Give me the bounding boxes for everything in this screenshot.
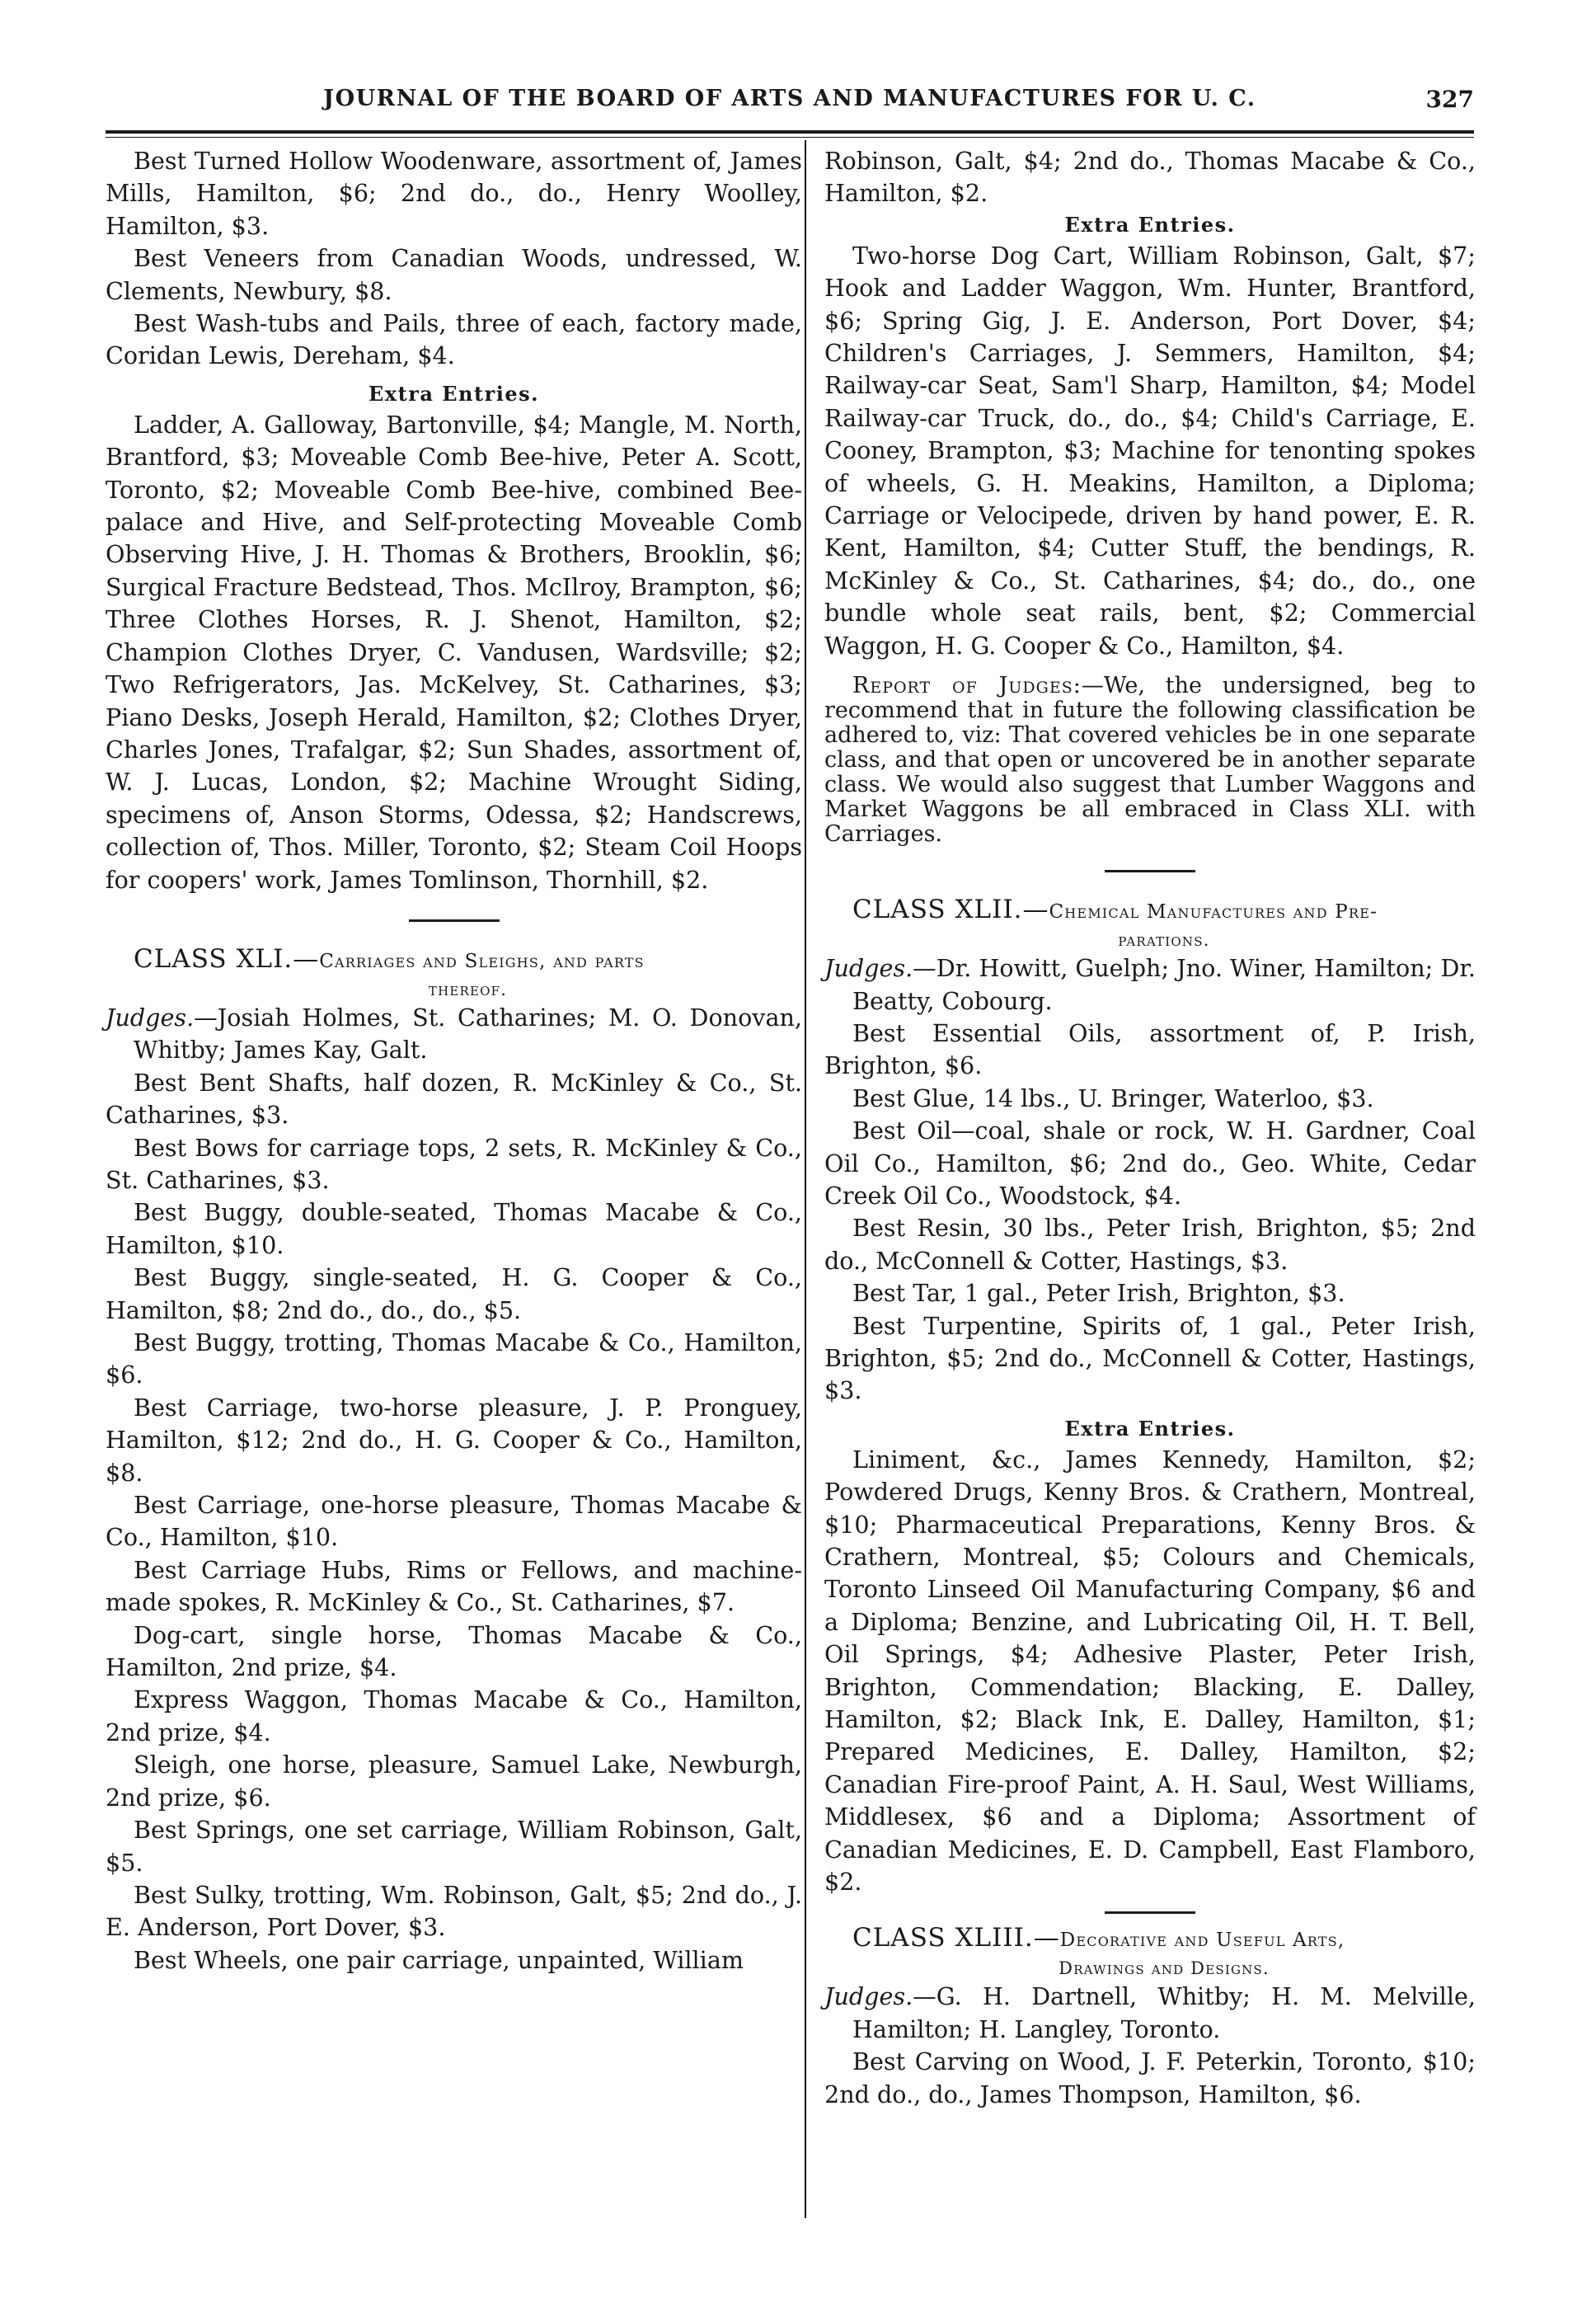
section-heading: Extra Entries.	[1064, 212, 1236, 237]
section-separator	[409, 919, 500, 922]
column-divider	[805, 140, 806, 2218]
section-heading: Extra Entries.	[368, 381, 539, 406]
award-entry: Best Resin, 30 lbs., Peter Irish, Brighton, $5; 2nd do., McConnell & Cotter, Hastings, $3.	[824, 1214, 1476, 1275]
paragraph: Ladder, A. Galloway, Bartonville, $4; Mangle, M. North, Brantford, $3; Moveable Comb Bee-hive, Peter A. Scott, Toronto, $2; Moveable Comb Bee-hive, combined Bee-palace and Hive, and Self-protecting Moveable Comb Observing Hive, J. H. Thomas & Brothers, Brooklin, $6; Surgical Fracture Bedstead, Thos. McIlroy, Brampton, $6; Three Clothes Horses, R. J. Shenot, Hamilton, $2; Champion Clothes Dryer, C. Vandusen, Wardsville; $2; Two Refrigerators, Jas. McKelvey, St. Catharines, $3; Piano Desks, Joseph Herald, Hamilton, $2; Clothes Dryer, Charles Jones, Trafalgar, $2; Sun Shades, assortment of, W. J. Lucas, London, $2; Machine Wrought Siding, specimens of, Anson Storms, Odessa, $2; Handscrews, collection of, Thos. Miller, Toronto, $2; Steam Coil Hoops for coopers' work, James Tomlinson, Thornhill, $2.	[106, 410, 802, 894]
award-entry: Best Wheels, one pair carriage, unpainted, William	[134, 1945, 744, 1974]
award-entry: Best Carriage Hubs, Rims or Fellows, and machine-made spokes, R. McKinley & Co., St. Catharines, $7.	[106, 1555, 802, 1617]
award-entry: Best Bows for carriage tops, 2 sets, R. McKinley & Co., St. Catharines, $3.	[106, 1133, 802, 1194]
award-entry: Best Carriage, two-horse pleasure, J. P. Pronguey, Hamilton, $12; 2nd do., H. G. Cooper & Co., Hamilton, $8.	[106, 1393, 802, 1487]
report-label: Report of Judges:	[852, 673, 1082, 699]
class-number: CLASS XLI.—	[134, 943, 320, 974]
award-entry: Best Bent Shafts, half dozen, R. McKinley & Co., St. Catharines, $3.	[106, 1068, 802, 1130]
award-entry: Best Springs, one set carriage, William Robinson, Galt, $5.	[106, 1816, 802, 1877]
award-entry: Best Turpentine, Spirits of, 1 gal., Peter Irish, Brighton, $5; 2nd do., McConnell & Cotter, Hastings, $3.	[824, 1311, 1476, 1405]
judges-line	[824, 952, 1476, 1018]
judges-names: —G. H. Dartnell, Whitby; H. M. Melville, Hamilton; H. Langley, Toronto.	[852, 1982, 1476, 2043]
class-title: Carriages and Sleighs, and parts	[319, 950, 645, 972]
award-entry: Best Glue, 14 lbs., U. Bringer, Waterloo, $3.	[852, 1083, 1374, 1112]
running-head: JOURNAL OF THE BOARD OF ARTS AND MANUFACTURES FOR U. C.	[323, 86, 1256, 111]
award-entry: Best Oil—coal, shale or rock, W. H. Gardner, Coal Oil Co., Hamilton, $6; 2nd do., Geo. White, Cedar Creek Oil Co., Woodstock, $4.	[824, 1116, 1476, 1210]
award-entry: Best Sulky, trotting, Wm. Robinson, Galt, $5; 2nd do., J. E. Anderson, Port Dover, $3.	[106, 1880, 802, 1942]
class-heading	[106, 943, 802, 1002]
award-entry: Sleigh, one horse, pleasure, Samuel Lake, Newburgh, 2nd prize, $6.	[106, 1751, 802, 1812]
paragraph: Best Veneers from Canadian Woods, undressed, W. Clements, Newbury, $8.	[106, 244, 802, 305]
award-entry: Best Carving on Wood, J. F. Peterkin, Toronto, $10; 2nd do., do., James Thompson, Hamilton, $6.	[824, 2047, 1476, 2108]
paragraph: Robinson, Galt, $4; 2nd do., Thomas Macabe & Co., Hamilton, $2.	[824, 147, 1476, 208]
page-header	[106, 86, 1474, 122]
judges-names: —Josiah Holmes, St. Catharines; M. O. Donovan, Whitby; James Kay, Galt.	[134, 1003, 802, 1065]
class-title-continued: parations.	[1118, 930, 1210, 951]
right-column	[824, 145, 1476, 2111]
class-title-continued: Drawings and Designs.	[1059, 1958, 1270, 1979]
award-entry: Best Buggy, double-seated, Thomas Macabe & Co., Hamilton, $10.	[106, 1198, 802, 1259]
class-title: Chemical Manufactures and Pre-	[1049, 901, 1378, 924]
judges-report	[824, 674, 1476, 847]
class-heading	[824, 894, 1476, 952]
paragraph: Best Wash-tubs and Pails, three of each, factory made, Coridan Lewis, Dereham, $4.	[106, 309, 802, 370]
award-entry: Dog-cart, single horse, Thomas Macabe & Co., Hamilton, 2nd prize, $4.	[106, 1620, 802, 1682]
judges-line	[106, 1002, 802, 1067]
section-heading: Extra Entries.	[1064, 1416, 1236, 1441]
section-separator	[1105, 1911, 1195, 1914]
class-heading	[824, 1922, 1476, 1981]
award-entry: Express Waggon, Thomas Macabe & Co., Hamilton, 2nd prize, $4.	[106, 1685, 802, 1746]
award-entry: Best Tar, 1 gal., Peter Irish, Brighton, $3.	[852, 1279, 1345, 1308]
award-entry: Best Buggy, single-seated, H. G. Cooper & Co., Hamilton, $8; 2nd do., do., do., $5.	[106, 1263, 802, 1324]
paragraph: Best Turned Hollow Woodenware, assortment of, James Mills, Hamilton, $6; 2nd do., do., Henry Woolley, Hamilton, $3.	[106, 147, 802, 240]
judges-names: —Dr. Howitt, Guelph; Jno. Winer, Hamilton; Dr. Beatty, Cobourg.	[852, 954, 1476, 1015]
page-number: 327	[1425, 86, 1474, 113]
section-separator	[1105, 870, 1195, 872]
class-number: CLASS XLIII.—	[852, 1923, 1060, 1953]
judges-label: Judges.	[824, 1982, 913, 2011]
award-entry: Best Buggy, trotting, Thomas Macabe & Co., Hamilton, $6.	[106, 1328, 802, 1389]
class-title-continued: thereof.	[428, 979, 508, 999]
judges-label: Judges.	[824, 954, 913, 983]
class-number: CLASS XLII.—	[852, 895, 1049, 925]
judges-line	[824, 1981, 1476, 2046]
left-column	[106, 145, 802, 1977]
award-entry: Best Essential Oils, assortment of, P. Irish, Brighton, $6.	[824, 1018, 1476, 1080]
award-entry: Best Carriage, one-horse pleasure, Thomas Macabe & Co., Hamilton, $10.	[106, 1491, 802, 1552]
judges-label: Judges.	[106, 1003, 195, 1032]
paragraph: Two-horse Dog Cart, William Robinson, Galt, $7; Hook and Ladder Waggon, Wm. Hunter, Brantford, $6; Spring Gig, J. E. Anderson, Port Dover, $4; Children's Carriages, J. Semmers, Hamilton, $4; Railway-car Seat, Sam'l Sharp, Hamilton, $4; Model Railway-car Truck, do., do., $4; Child's Carriage, E. Cooney, Brampton, $3; Machine for tenonting spokes of wheels, G. H. Meakins, Hamilton, a Diploma; Carriage or Velocipede, driven by hand power, E. R. Kent, Hamilton, $4; Cutter Stuff, the bendings, R. McKinley & Co., St. Catharines, $4; do., do., one bundle whole seat rails, bent, $2; Commercial Waggon, H. G. Cooper & Co., Hamilton, $4.	[824, 241, 1476, 660]
header-rule-thin	[106, 137, 1474, 138]
report-text: —We, the undersigned, beg to recommend that in future the following classification be adhered to, viz: That covered vehicles be in one separate class, and that open or uncovered be in another separate class. We would also suggest that Lumber Waggons and Market Waggons be all embraced in Class XLI. with Carriages.	[824, 673, 1476, 848]
class-title: Decorative and Useful Arts,	[1059, 1930, 1345, 1952]
paragraph: Liniment, &c., James Kennedy, Hamilton, $2; Powdered Drugs, Kenny Bros. & Crathern, Montreal, $10; Pharmaceutical Preparations, Kenny Bros. & Crathern, Montreal, $5; Colours and Chemicals, Toronto Linseed Oil Manufacturing Company, $6 and a Diploma; Benzine, and Lubricating Oil, H. T. Bell, Oil Springs, $4; Adhesive Plaster, Peter Irish, Brighton, Commendation; Blacking, E. Dalley, Hamilton, $2; Black Ink, E. Dalley, Hamilton, $1; Prepared Medicines, E. Dalley, Hamilton, $2; Canadian Fire-proof Paint, A. H. Saul, West Williams, Middlesex, $6 and a Diploma; Assortment of Canadian Medicines, E. D. Campbell, East Flamboro, $2.	[824, 1445, 1476, 1897]
header-rule	[106, 130, 1474, 134]
